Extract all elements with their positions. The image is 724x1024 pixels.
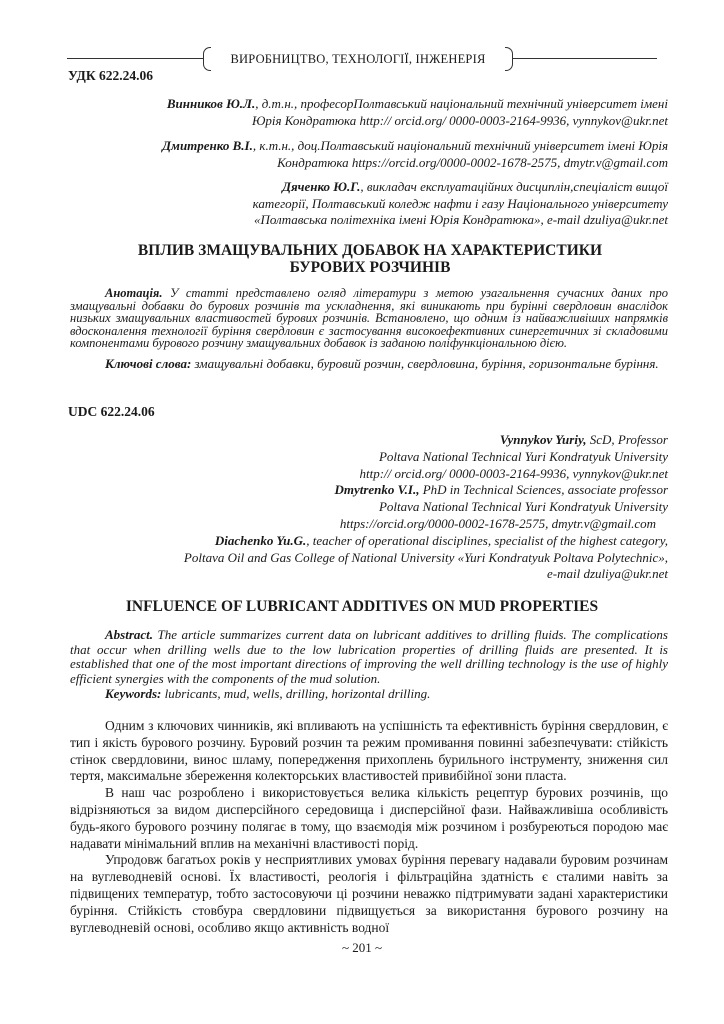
header-rule-right: [513, 58, 657, 59]
author-title: PhD in Technical Sciences, associate professor: [419, 482, 668, 498]
abstract-text: У статті представлено огляд літератури з метою узагальнення сучасних даних про змащувальні добавки до бурових розчинів та ускладнення, які виникають при бурінні свердловин внаслідок низьких змащувальних властивостей бурових розчинів. Встановлено, що одним із найважливіших напрямків вдосконалення технології буріння свердловин є застосування високоефективних синергетичних зі складовими компонентами бурового розчину змащувальних добавок із заданою поліфункціональною дією.: [70, 286, 668, 350]
title-line: ВПЛИВ ЗМАЩУВАЛЬНИХ ДОБАВОК НА ХАРАКТЕРИСТИКИ: [137, 242, 603, 259]
udc-en: UDC 622.24.06: [68, 404, 155, 419]
keywords-text: змащувальні добавки, буровий розчин, свердловина, буріння, горизонтальне буріння.: [191, 356, 659, 371]
keywords-text: lubricants, mud, wells, drilling, horizontal drilling.: [161, 686, 431, 701]
author-name: Diachenko Yu.G.: [214, 532, 307, 548]
author-affiliation: Poltava Oil and Gas College of National University «Yuri Kondratyuk Poltava Polytechnic»,: [183, 549, 668, 565]
author-ua-3: [96, 179, 668, 229]
author-name: Дяченко Ю.Г.: [282, 179, 361, 194]
author-affiliation: , викладач експлуатаційних дисциплін,спеціаліст вищої: [360, 179, 668, 194]
page-number: ~ 201 ~: [341, 940, 383, 955]
author-affiliation: Poltava National Technical Yuri Kondratyuk University: [378, 448, 668, 464]
author-affiliation: «Полтавська політехніка імені Юрія Кондратюка», e-mail dzuliya@ukr.net: [253, 212, 668, 227]
author-name: Vynnykov Yuriy,: [499, 432, 587, 447]
author-contact: http:// orcid.org/ 0000-0003-2164-9936, vynnykov@ukr.net: [359, 465, 668, 481]
keywords-label: Keywords:: [105, 686, 162, 701]
author-affiliation: Юрія Кондратюка http:// orcid.org/ 0000-0003-2164-9936, vynnykov@ukr.net: [251, 112, 668, 128]
author-title: , teacher of operational disciplines, specialist of the highest category,: [306, 532, 668, 548]
author-name: Винников Ю.Л.: [166, 96, 256, 111]
author-name: Dmytrenko V.I.,: [334, 482, 420, 498]
keywords-label: Ключові слова:: [105, 356, 192, 371]
header-rule-left: [67, 58, 203, 59]
keywords-ua: [70, 356, 668, 372]
author-ua-1: [96, 96, 668, 129]
title-line: БУРОВИХ РОЗЧИНІВ: [289, 259, 451, 276]
article-title-ua: [80, 242, 660, 276]
author-contact: e-mail dzuliya@ukr.net: [547, 566, 668, 582]
author-affiliation: , д.т.н., професорПолтавський національний технічний університет імені: [255, 96, 668, 111]
abstract-text: The article summarizes current data on lubricant additives to drilling fluids. The complications that occur when drilling wells due to the low lubrication properties of drilling fluids are presented. It is established that one of the most important directions of improving the well drilling technology is the use of highly efficient synergies with the components of the mud solution.: [70, 627, 668, 686]
abstract-en: [70, 628, 668, 686]
authors-en: [148, 432, 668, 583]
keywords-en: [70, 686, 668, 702]
abstract-ua: [70, 287, 668, 350]
author-name: Дмитренко В.І.: [162, 138, 253, 153]
author-title: ScD, Professor: [586, 432, 668, 447]
author-affiliation: категорії, Полтавський коледж нафти і газу Національного університету: [252, 195, 668, 211]
author-affiliation: Кондратюка https://orcid.org/0000-0002-1678-2575, dmytr.v@gmail.com: [277, 154, 668, 170]
header-title: ВИРОБНИЦТВО, ТЕХНОЛОГІЇ, ІНЖЕНЕРІЯ: [203, 47, 513, 71]
body-paragraph: Упродовж багатьох років у несприятливих умовах буріння перевагу надавали буровим розчинам на вуглеводневій основі. Їх властивості, реологія і фільтраційна здатність є сталими навіть за підвищених температур, тобто застосовуючи ці розчини неважко підтримувати задані характеристики буріння. Стійкість стовбура свердловини підвищується за використання бурового розчину на вуглеводневій основі, особливо якщо активність водної: [70, 852, 668, 935]
author-affiliation: Poltava National Technical Yuri Kondratyuk University: [378, 499, 668, 515]
body-text: [70, 718, 668, 936]
author-affiliation: , к.т.н., доц.Полтавський національний технічний університет імені Юрія: [252, 138, 668, 153]
body-paragraph: Одним з ключових чинників, які впливають на успішність та ефективність буріння свердловин, є тип і якість бурового розчину. Буровий розчин та режим промивання повинні забезпечувати: стійкість стінок свердловини, винос шламу, попередження прихоплень бурильного інструменту, зниження сил тертя, максимальне збереження колекторських властивостей привибійної зони пласта.: [70, 718, 668, 784]
article-title-en: INFLUENCE OF LUBRICANT ADDITIVES ON MUD PROPERTIES: [125, 598, 599, 615]
abstract-label: Abstract.: [105, 627, 154, 642]
abstract-label: Анотація.: [105, 286, 163, 300]
body-paragraph: В наш час розроблено і використовується велика кількість рецептур бурових розчинів, що відрізняються за видом дисперсійного середовища і дисперсійної фази. Найважливіша особливість будь-якого бурового розчину полягає в тому, що взаємодія між розчином і розбуреються породою має надавати мінімальний вплив на механічні властивості порід.: [70, 785, 668, 851]
author-contact: https://orcid.org/0000-0002-1678-2575, dmytr.v@gmail.com: [339, 515, 656, 531]
author-ua-2: [96, 138, 668, 171]
udc-ua: УДК 622.24.06: [68, 68, 153, 83]
running-header: [67, 44, 657, 74]
